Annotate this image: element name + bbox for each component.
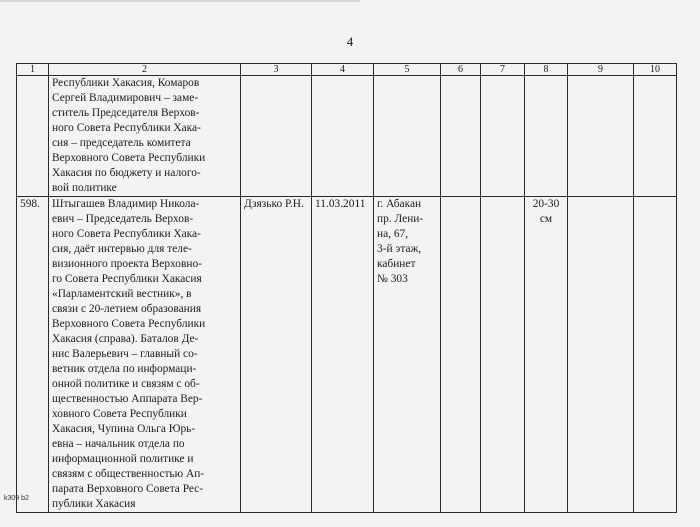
text-line: ститель Председателя Верхов- [52, 107, 200, 119]
text-line: информационной политике и [52, 453, 194, 465]
row-author [241, 76, 312, 197]
text-line: Хакасия по бюджету и налого- [52, 167, 201, 179]
row-col10 [634, 197, 677, 513]
row-author: Дзязько Р.Н. [241, 197, 312, 513]
text-line: Хакасия, Чупина Ольга Юрь- [52, 423, 196, 435]
column-header: 9 [568, 64, 634, 76]
text-line: Республики Хакасия, Комаров [52, 77, 200, 89]
text-line: ветник отдела по информаци- [52, 363, 197, 375]
text-line: Штыгашев Владимир Никола- [52, 198, 200, 210]
column-header: 7 [481, 64, 525, 76]
row-description [49, 197, 241, 513]
page-number: 4 [346, 34, 354, 49]
text-line: евна – начальник отдела по [52, 438, 185, 450]
table-row [17, 76, 677, 197]
column-header: 5 [374, 64, 441, 76]
column-header: 2 [49, 64, 241, 76]
text-line: 20-30 [532, 198, 560, 210]
text-line: ного Совета Республики Хака- [52, 228, 201, 240]
row-number: 598. [17, 197, 49, 513]
header-row [17, 64, 677, 76]
row-date: 11.03.2011 [312, 197, 374, 513]
row-col6 [441, 197, 481, 513]
table-row [17, 197, 677, 513]
archive-table [16, 63, 677, 513]
row-place [374, 197, 441, 513]
text-line: см [539, 213, 553, 225]
text-line: пр. Лени- [377, 213, 424, 225]
row-format [525, 197, 568, 513]
row-description [49, 76, 241, 197]
text-line: «Парламентский вестник», в [52, 288, 192, 300]
column-header: 10 [634, 64, 677, 76]
text-line: № 303 [377, 273, 408, 285]
row-date [312, 76, 374, 197]
text-line: сия, даёт интервью для теле- [52, 243, 192, 255]
archive-corner-code: k309 b2 [4, 495, 29, 502]
text-line: Верховного Совета Республики [52, 318, 206, 330]
text-line: нис Валерьевич – главный со- [52, 348, 198, 360]
table-body [17, 76, 677, 513]
text-line: щественностью Аппарата Вер- [52, 393, 203, 405]
text-line: Верховного Совета Республики [52, 152, 206, 164]
column-header: 6 [441, 64, 481, 76]
column-header: 3 [241, 64, 312, 76]
text-line: сия – председатель комитета [52, 137, 191, 149]
row-col10 [634, 76, 677, 197]
scan-edge-mark [0, 0, 360, 2]
text-line: кабинет [377, 258, 416, 270]
text-line: го Совета Республики Хакасия [52, 273, 202, 285]
text-line: на, 67, [377, 228, 409, 240]
row-col6 [441, 76, 481, 197]
column-header: 4 [312, 64, 374, 76]
table-header [17, 64, 677, 76]
text-line: публики Хакасия [52, 498, 136, 510]
row-number [17, 76, 49, 197]
column-header: 8 [525, 64, 568, 76]
row-format [525, 76, 568, 197]
text-line: Сергей Владимирович – заме- [52, 92, 199, 104]
row-col7 [481, 76, 525, 197]
text-line: Хакасия (справа). Баталов Де- [52, 333, 199, 345]
row-col9 [568, 76, 634, 197]
text-line: вой политике [52, 182, 117, 194]
row-col7 [481, 197, 525, 513]
column-header: 1 [17, 64, 49, 76]
text-line: парата Верховного Совета Рес- [52, 483, 204, 495]
text-line: 3-й этаж, [377, 243, 422, 255]
text-line: онной политике и связям с об- [52, 378, 200, 390]
text-line: визионного проекта Верховно- [52, 258, 202, 270]
row-place [374, 76, 441, 197]
row-col9 [568, 197, 634, 513]
text-line: ного Совета Республики Хака- [52, 122, 201, 134]
text-line: связи с 20-летием образования [52, 303, 202, 315]
text-line: евич – Председатель Верхов- [52, 213, 194, 225]
text-line: ховного Совета Республики [52, 408, 187, 420]
text-line: связям с общественностью Ап- [52, 468, 205, 480]
text-line: г. Абакан [377, 198, 422, 210]
